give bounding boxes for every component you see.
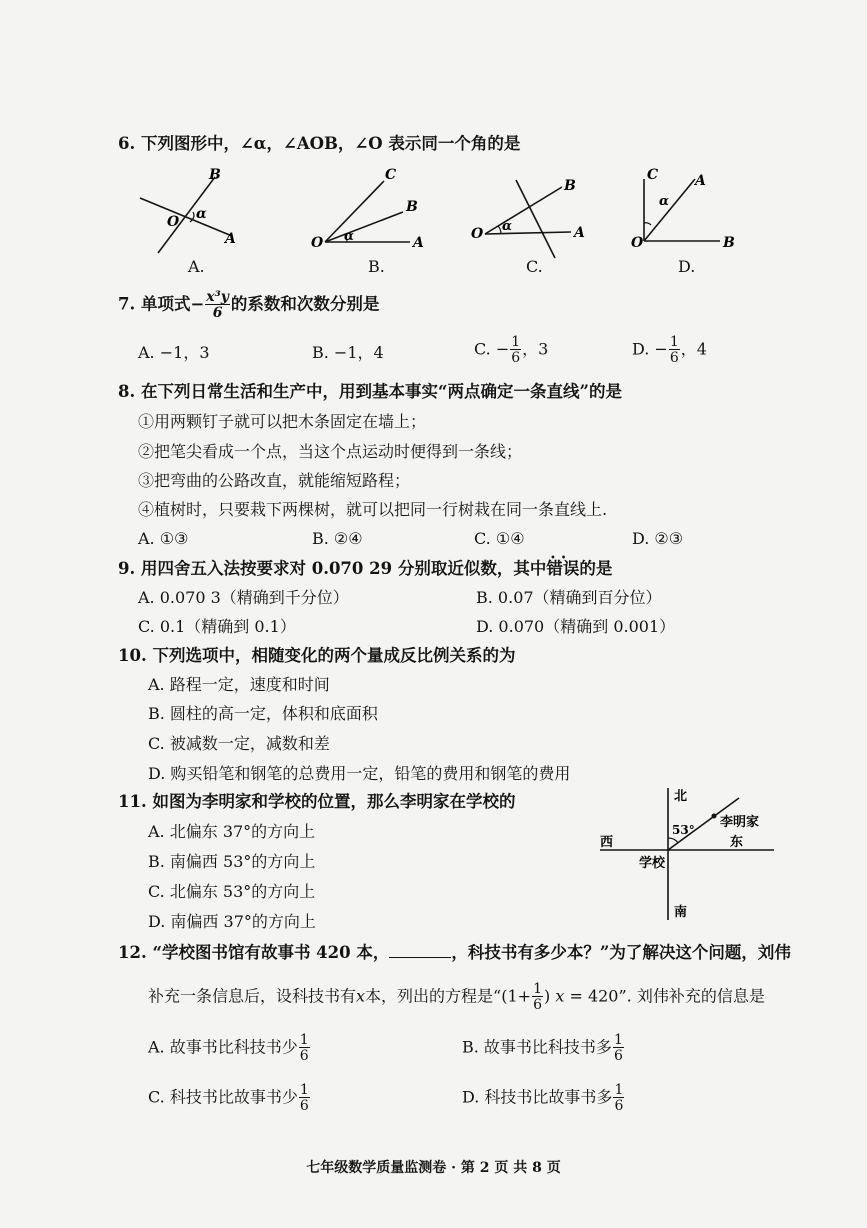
ray-line [644,179,695,241]
q8-item-3: ③把弯曲的公路改直，就能缩短路程； [138,471,411,490]
q12-answer-blank [389,943,451,958]
label-o: O [311,235,324,251]
label-o: O [631,235,644,251]
label-b: B [723,235,735,251]
q10-option-a: A. 路程一定，速度和时间 [148,675,330,694]
fraction-denominator: 6 [299,1048,309,1064]
q12-line2-prefix: 补充一条信息后，设科技书有 [148,986,357,1006]
label-a: A [413,235,424,251]
fraction-numerator: 1 [613,1032,623,1048]
q7-option-a: A. −1，3 [138,343,210,362]
q12-option-b [462,1033,625,1063]
label-b: B [564,178,576,194]
label-c: C [647,167,659,183]
label-b: B [209,167,221,183]
q6-option-a: A. [188,257,205,276]
q7-option-c-suffix: ，3 [522,339,549,359]
q7-option-c-fraction [510,335,521,365]
label-a: A [695,173,706,189]
q8-option-a: A. ①③ [138,529,189,548]
q12-variable-x2: x [555,986,565,1006]
q11-option-d: D. 南偏西 37°的方向上 [148,912,316,931]
ray-line [325,212,403,242]
q7-option-b: B. −1，4 [312,343,384,362]
label-alpha: α [344,229,355,244]
fraction-numerator: 1 [669,334,679,350]
q9-stem [118,559,612,579]
q9-option-d: D. 0.070（精确到 0.001） [476,617,676,636]
label-alpha: α [502,219,513,234]
label-a: A [574,225,585,241]
fraction-denominator: 6 [613,1048,623,1064]
q12-option-d-fraction [613,1083,624,1113]
label-angle: 53° [672,823,695,837]
q7-monomial-denominator: 6 [212,305,223,321]
q10-option-d: D. 购买铅笔和钢笔的总费用一定，铅笔的费用和钢笔的费用 [148,764,571,783]
fraction-denominator: 6 [511,350,521,366]
q12-line2 [148,982,765,1012]
q10-option-c: C. 被减数一定，减数和差 [148,734,330,753]
q8-item-1: ①用两颗钉子就可以把木条固定在墙上； [138,412,427,431]
angle-arc [644,223,651,225]
label-c: C [385,167,397,183]
q9-option-c: C. 0.1（精确到 0.1） [138,617,296,636]
angle-arc [668,838,678,843]
q12-line1 [118,943,791,963]
q12-option-a-fraction [299,1033,310,1063]
home-point [712,814,717,819]
q8-option-b: B. ②④ [312,529,363,548]
ray-line [325,181,384,242]
q6-figure-a [130,165,245,257]
label-alpha: α [196,206,207,222]
q11-option-a: A. 北偏东 37°的方向上 [148,822,316,841]
q12-option-c-text: C. 科技书比故事书少 [148,1087,298,1107]
q12-line2-close: ) [543,986,551,1006]
q9-option-b: B. 0.07（精确到百分位） [476,588,662,607]
q12-equation-fraction [532,982,543,1012]
label-south: 南 [674,905,688,920]
label-o: O [167,214,180,230]
q6-option-b: B. [368,257,385,276]
q6-option-d: D. [678,257,696,276]
fraction-numerator: 1 [299,1032,309,1048]
q12-option-c [148,1083,311,1113]
label-east: 东 [730,835,744,850]
q8-option-d: D. ②③ [632,529,684,548]
q7-monomial-fraction [205,290,230,320]
q10-option-b: B. 圆柱的高一定，体积和底面积 [148,704,378,723]
label-a: A [225,231,236,247]
fraction-numerator: 1 [299,1082,309,1098]
q8-item-2: ②把笔尖看成一个点，当这个点运动时便得到一条线； [138,442,523,461]
fraction-numerator: 1 [533,981,542,997]
label-home: 李明家 [720,815,760,830]
q11-option-c: C. 北偏东 53°的方向上 [148,882,316,901]
fraction-numerator: 1 [614,1082,624,1098]
angle-arc [498,226,501,234]
q8-item-4: ④植树时，只要栽下两棵树，就可以把同一行树栽在同一条直线上. [138,500,608,519]
q12-line2-end: = 420”. 刘伟补充的信息是 [569,986,765,1006]
q9-option-a: A. 0.070 3（精确到千分位） [138,588,349,607]
q6-figure-d [627,165,747,257]
q12-line2-mid: 本，列出的方程是“(1+ [365,986,532,1006]
q12-line1-prefix: 12. “学校图书馆有故事书 420 本， [118,943,390,962]
label-alpha: α [659,194,670,209]
q10-stem: 10. 下列选项中，相随变化的两个量成反比例关系的为 [118,646,516,665]
ray-line [516,180,555,258]
q6-figure-b [310,165,430,257]
q9-stem-suffix: 的是 [579,559,613,578]
ray-line [140,198,232,236]
q12-option-c-fraction [299,1083,310,1113]
q6-option-c: C. [526,257,543,276]
q9-emphasis: 错误 • • [546,559,579,578]
q7-option-d-suffix: ，4 [680,339,707,359]
q9-stem-prefix: 9. 用四舍五入法按要求对 0.070 29 分别取近似数，其中 [118,559,547,578]
fraction-denominator: 6 [533,997,542,1013]
ray-line [485,232,571,234]
q11-compass-figure [596,782,780,924]
q7-option-d-fraction [669,335,680,365]
q12-line1-suffix: ，科技书有多少本？”为了解决这个问题，刘伟 [451,943,791,962]
label-school: 学校 [639,856,666,871]
q11-stem: 11. 如图为李明家和学校的位置，那么李明家在学校的 [118,792,516,811]
q12-option-d-text: D. 科技书比故事书多 [462,1087,613,1107]
fraction-denominator: 6 [669,350,679,366]
label-o: O [471,226,484,242]
q7-monomial-numerator: x³y [206,289,229,305]
page-footer: 七年级数学质量监测卷 · 第 2 页 共 8 页 [306,1160,561,1176]
q12-option-a-text: A. 故事书比科技书少 [148,1037,298,1057]
q12-variable-x: x [356,986,366,1006]
q12-option-a [148,1033,311,1063]
q7-stem-prefix: 7. 单项式− [118,294,205,314]
fraction-numerator: 1 [511,334,521,350]
q8-option-c: C. ①④ [474,529,525,548]
q7-stem [118,290,379,320]
q8-stem: 8. 在下列日常生活和生产中，用到基本事实“两点确定一条直线”的是 [118,382,622,401]
q12-option-d [462,1083,625,1113]
label-b: B [406,199,418,215]
q7-option-d-prefix: D. − [632,339,668,359]
q12-option-b-text: B. 故事书比科技书多 [462,1037,612,1057]
q7-option-d [632,335,707,365]
q7-stem-suffix: 的系数和次数分别是 [230,294,380,314]
q11-option-b: B. 南偏西 53°的方向上 [148,852,316,871]
fraction-denominator: 6 [614,1098,624,1114]
q12-option-b-fraction [613,1033,624,1063]
q6-figure-c [467,170,592,260]
q7-option-c-prefix: C. − [474,339,510,359]
q6-stem: 6. 下列图形中，∠α，∠AOB，∠O 表示同一个角的是 [118,134,521,153]
fraction-denominator: 6 [299,1098,309,1114]
label-west: 西 [600,835,614,850]
label-north: 北 [674,789,688,804]
q7-option-c [474,335,548,365]
